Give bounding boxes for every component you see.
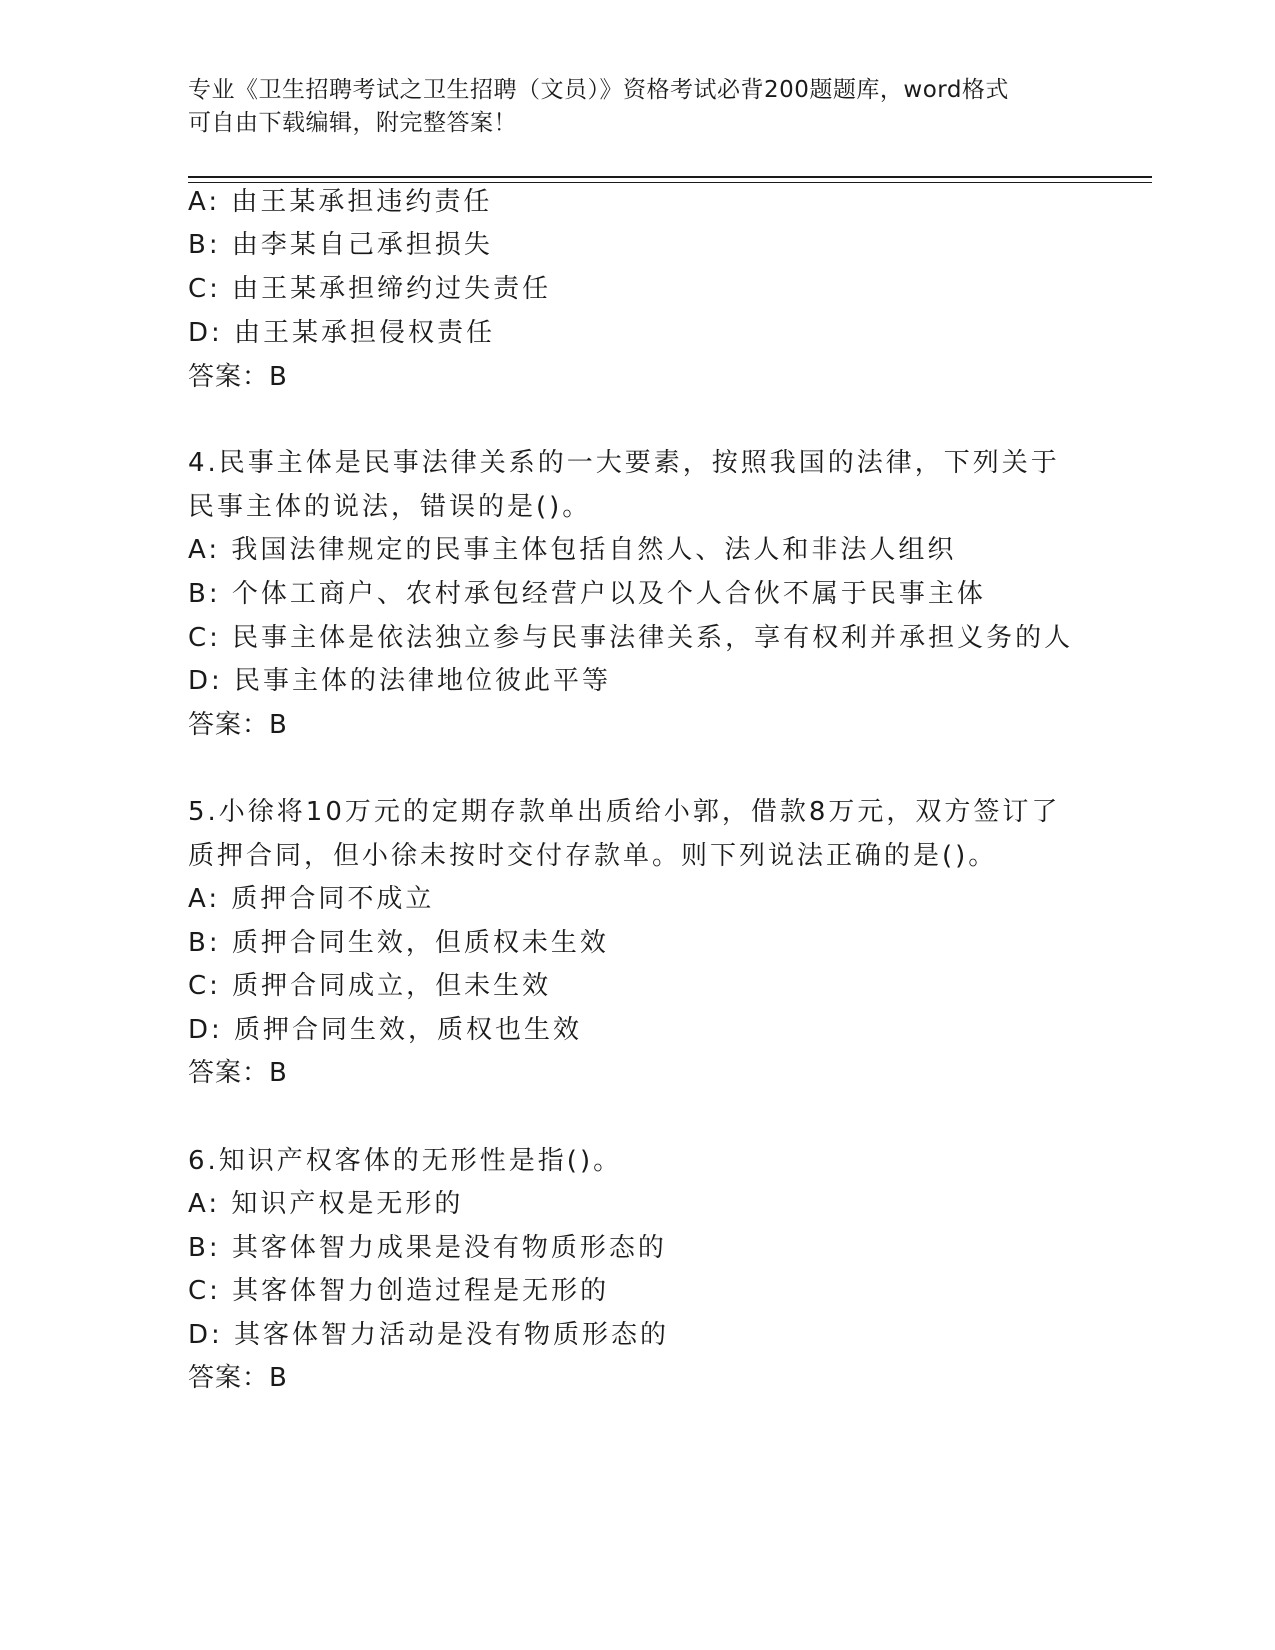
- q4-stem-line-1: 4.民事主体是民事法律关系的一大要素，按照我国的法律，下列关于: [188, 448, 1060, 478]
- q4-option-b: B: 个体工商户、农村承包经营户以及个人合伙不属于民事主体: [188, 579, 986, 609]
- q4-stem-line-2: 民事主体的说法，错误的是()。: [188, 492, 592, 522]
- q6-option-c: C: 其客体智力创造过程是无形的: [188, 1276, 610, 1306]
- q5-option-c: C: 质押合同成立，但未生效: [188, 971, 552, 1001]
- q6-answer: 答案：B: [188, 1363, 288, 1393]
- header-line-1: 专业《卫生招聘考试之卫生招聘（文员）》资格考试必背200题题库，word格式: [188, 77, 1009, 103]
- q4-option-a: A: 我国法律规定的民事主体包括自然人、法人和非法人组织: [188, 535, 957, 565]
- q6-option-a: A: 知识产权是无形的: [188, 1189, 464, 1219]
- document-header: [188, 74, 1088, 140]
- q4-answer: 答案：B: [188, 710, 288, 740]
- q3-option-d: D: 由王某承担侵权责任: [188, 318, 496, 348]
- q3-option-b: B: 由李某自己承担损失: [188, 230, 493, 260]
- q4-option-d: D: 民事主体的法律地位彼此平等: [188, 666, 612, 696]
- q6-stem-line-1: 6.知识产权客体的无形性是指()。: [188, 1146, 623, 1176]
- q3-option-c: C: 由王某承担缔约过失责任: [188, 274, 552, 304]
- q5-answer: 答案：B: [188, 1058, 288, 1088]
- q5-stem-line-2: 质押合同，但小徐未按时交付存款单。则下列说法正确的是()。: [188, 841, 998, 871]
- header-rule-thin: [188, 182, 1152, 183]
- q4-option-c: C: 民事主体是依法独立参与民事法律关系，享有权利并承担义务的人: [188, 623, 1074, 653]
- q5-option-a: A: 质押合同不成立: [188, 884, 435, 914]
- header-rule-thick: [188, 176, 1152, 178]
- q5-option-d: D: 质押合同生效，质权也生效: [188, 1015, 583, 1045]
- q3-answer: 答案：B: [188, 362, 288, 392]
- q6-option-d: D: 其客体智力活动是没有物质形态的: [188, 1320, 670, 1350]
- q6-option-b: B: 其客体智力成果是没有物质形态的: [188, 1233, 667, 1263]
- q3-option-a: A: 由王某承担违约责任: [188, 187, 493, 217]
- header-line-2: 可自由下载编辑，附完整答案！: [188, 110, 517, 136]
- q5-option-b: B: 质押合同生效，但质权未生效: [188, 928, 609, 958]
- q5-stem-line-1: 5.小徐将10万元的定期存款单出质给小郭，借款8万元，双方签订了: [188, 797, 1061, 827]
